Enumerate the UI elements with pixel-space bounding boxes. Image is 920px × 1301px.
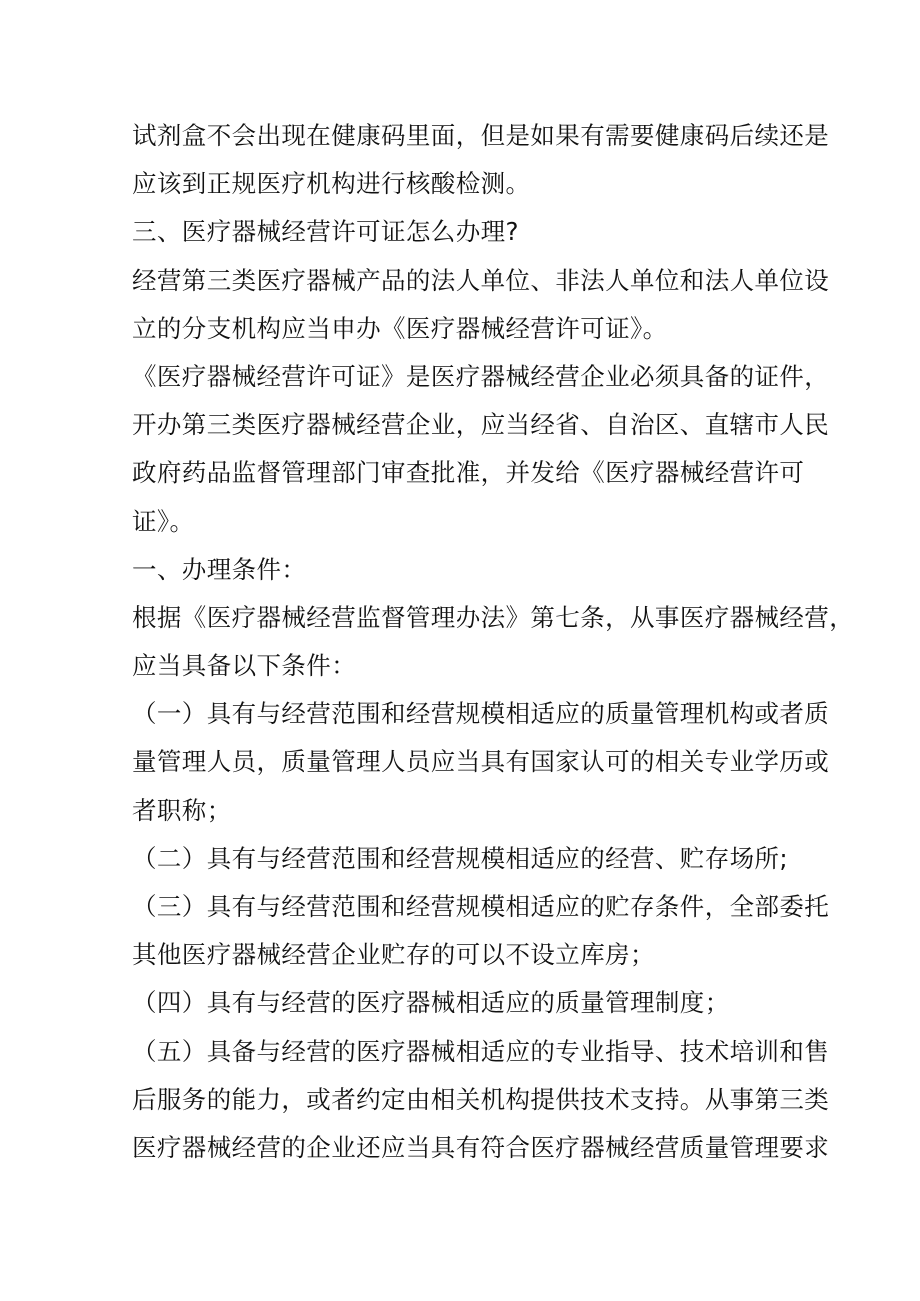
text-line: 后服务的能力，或者约定由相关机构提供技术支持。从事第三类 xyxy=(132,1084,830,1114)
list-item: （三）具有与经营范围和经营规模相适应的贮存条件，全部委托 xyxy=(132,892,830,921)
text-line: 其他医疗器械经营企业贮存的可以不设立库房； xyxy=(132,940,655,970)
text-line: 《医疗器械经营许可证》是医疗器械经营企业必须具备的证件， xyxy=(132,361,830,391)
text-line: 立的分支机构应当申办《医疗器械经营许可证》。 xyxy=(132,313,668,343)
list-item: （二）具有与经营范围和经营规模相适应的经营、贮存场所; xyxy=(132,843,789,873)
text-line: 开办第三类医疗器械经营企业，应当经省、自治区、直辖市人民 xyxy=(132,410,830,440)
text-line: 经营第三类医疗器械产品的法人单位、非法人单位和法人单位设 xyxy=(132,265,830,295)
text-line: 政府药品监督管理部门审查批准，并发给《医疗器械经营许可 xyxy=(132,458,805,488)
text-line: 试剂盒不会出现在健康码里面，但是如果有需要健康码后续还是 xyxy=(132,121,830,150)
list-item: （五）具备与经营的医疗器械相适应的专业指导、技术培训和售 xyxy=(132,1036,830,1066)
text-line: 应该到正规医疗机构进行核酸检测。 xyxy=(132,169,531,199)
text-line: 证》。 xyxy=(132,506,195,536)
text-line: 量管理人员，质量管理人员应当具有国家认可的相关专业学历或 xyxy=(132,747,830,777)
list-item: （四）具有与经营的医疗器械相适应的质量管理制度； xyxy=(132,988,730,1018)
text-line: 应当具备以下条件： xyxy=(132,651,357,681)
section-heading: 三、医疗器械经营许可证怎么办理? xyxy=(132,217,519,247)
text-line: 者职称； xyxy=(132,795,232,825)
document-body xyxy=(132,112,855,1172)
text-line: 根据《医疗器械经营监督管理办法》第七条，从事医疗器械经营， xyxy=(132,602,855,632)
text-line: 医疗器械经营的企业还应当具有符合医疗器械经营质量管理要求 xyxy=(132,1132,830,1162)
list-item: （一）具有与经营范围和经营规模相适应的质量管理机构或者质 xyxy=(132,699,830,729)
section-heading: 一、办理条件： xyxy=(132,554,307,584)
